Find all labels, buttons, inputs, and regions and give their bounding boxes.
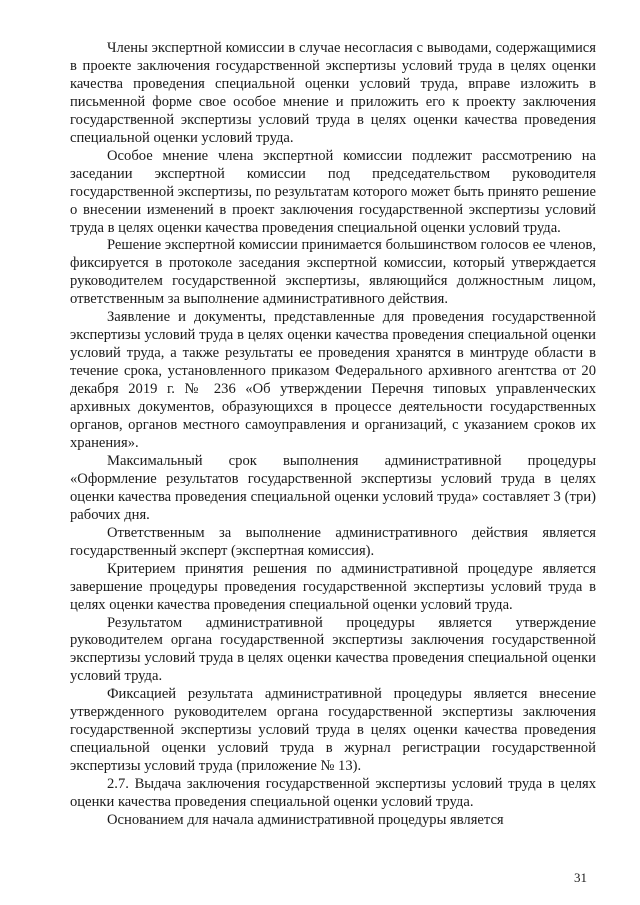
paragraph-7: Критерием принятия решения по административной процедуре является завершение процедуры проведения государственной экспертизы условий труда в целях оценки качества проведения специальной оценки условий труда. (70, 560, 596, 613)
paragraph-10: 2.7. Выдача заключения государственной экспертизы условий труда в целях оценки качества проведения специальной оценки условий труда. (70, 776, 596, 811)
paragraph-8: Результатом административной процедуры является утверждение руководителем органа государственной экспертизы заключения государственной экспертизы условий труда в целях оценки качества проведения специальной оценки условий труда. (70, 614, 596, 685)
paragraph-1: Члены экспертной комиссии в случае несогласия с выводами, содержащимися в проекте заключения государственной экспертизы условий труда в целях оценки качества проведения специальной оценки условий труда, вправе изложить в письменной форме свое особое мнение и приложить его к проекту заключения государственной экспертизы условий труда в целях оценки качества проведения специальной оценки условий труда. (70, 40, 596, 146)
paragraph-5: Максимальный срок выполнения административной процедуры «Оформление результатов государственной экспертизы условий труда в целях оценки качества проведения специальной оценки условий труда» составляет 3 (три) рабочих дня. (70, 452, 596, 523)
paragraph-4: Заявление и документы, представленные для проведения государственной экспертизы условий труда в целях оценки качества проведения специальной оценки условий труда, а также результаты ее проведения хранятся в минтруде области в течение срока, установленного приказом Федерального архивного агентства от 20 декабря 2019 г. № 236 «Об утверждении Перечня типовых управленческих архивных документов, образующихся в процессе деятельности государственных органов, органов местного самоуправления и организаций, с указанием сроков их хранения». (70, 309, 596, 451)
paragraph-11: Основанием для начала административной процедуры является (107, 811, 504, 828)
paragraph-9: Фиксацией результата административной процедуры является внесение утвержденного руководителем органа государственной экспертизы заключения государственной экспертизы условий труда в целях оценки качества проведения специальной оценки условий труда в журнал регистрации государственной экспертизы условий труда (приложение № 13). (70, 686, 596, 775)
paragraph-3: Решение экспертной комиссии принимается большинством голосов ее членов, фиксируется в протоколе заседания экспертной комиссии, который утверждается руководителем государственной экспертизы, являющийся должностным лицом, ответственным за выполнение административного действия. (70, 237, 596, 308)
page-number: 31 (574, 870, 587, 885)
document-page (70, 40, 596, 830)
paragraph-6: Ответственным за выполнение административного действия является государственный эксперт (экспертная комиссия). (70, 524, 596, 559)
paragraph-2: Особое мнение члена экспертной комиссии подлежит рассмотрению на заседании экспертной комиссии под председательством руководителя государственной экспертизы, по результатам которого может быть принято решение о внесении изменений в проект заключения государственной экспертизы условий труда в целях оценки качества проведения специальной оценки условий труда. (70, 147, 596, 236)
